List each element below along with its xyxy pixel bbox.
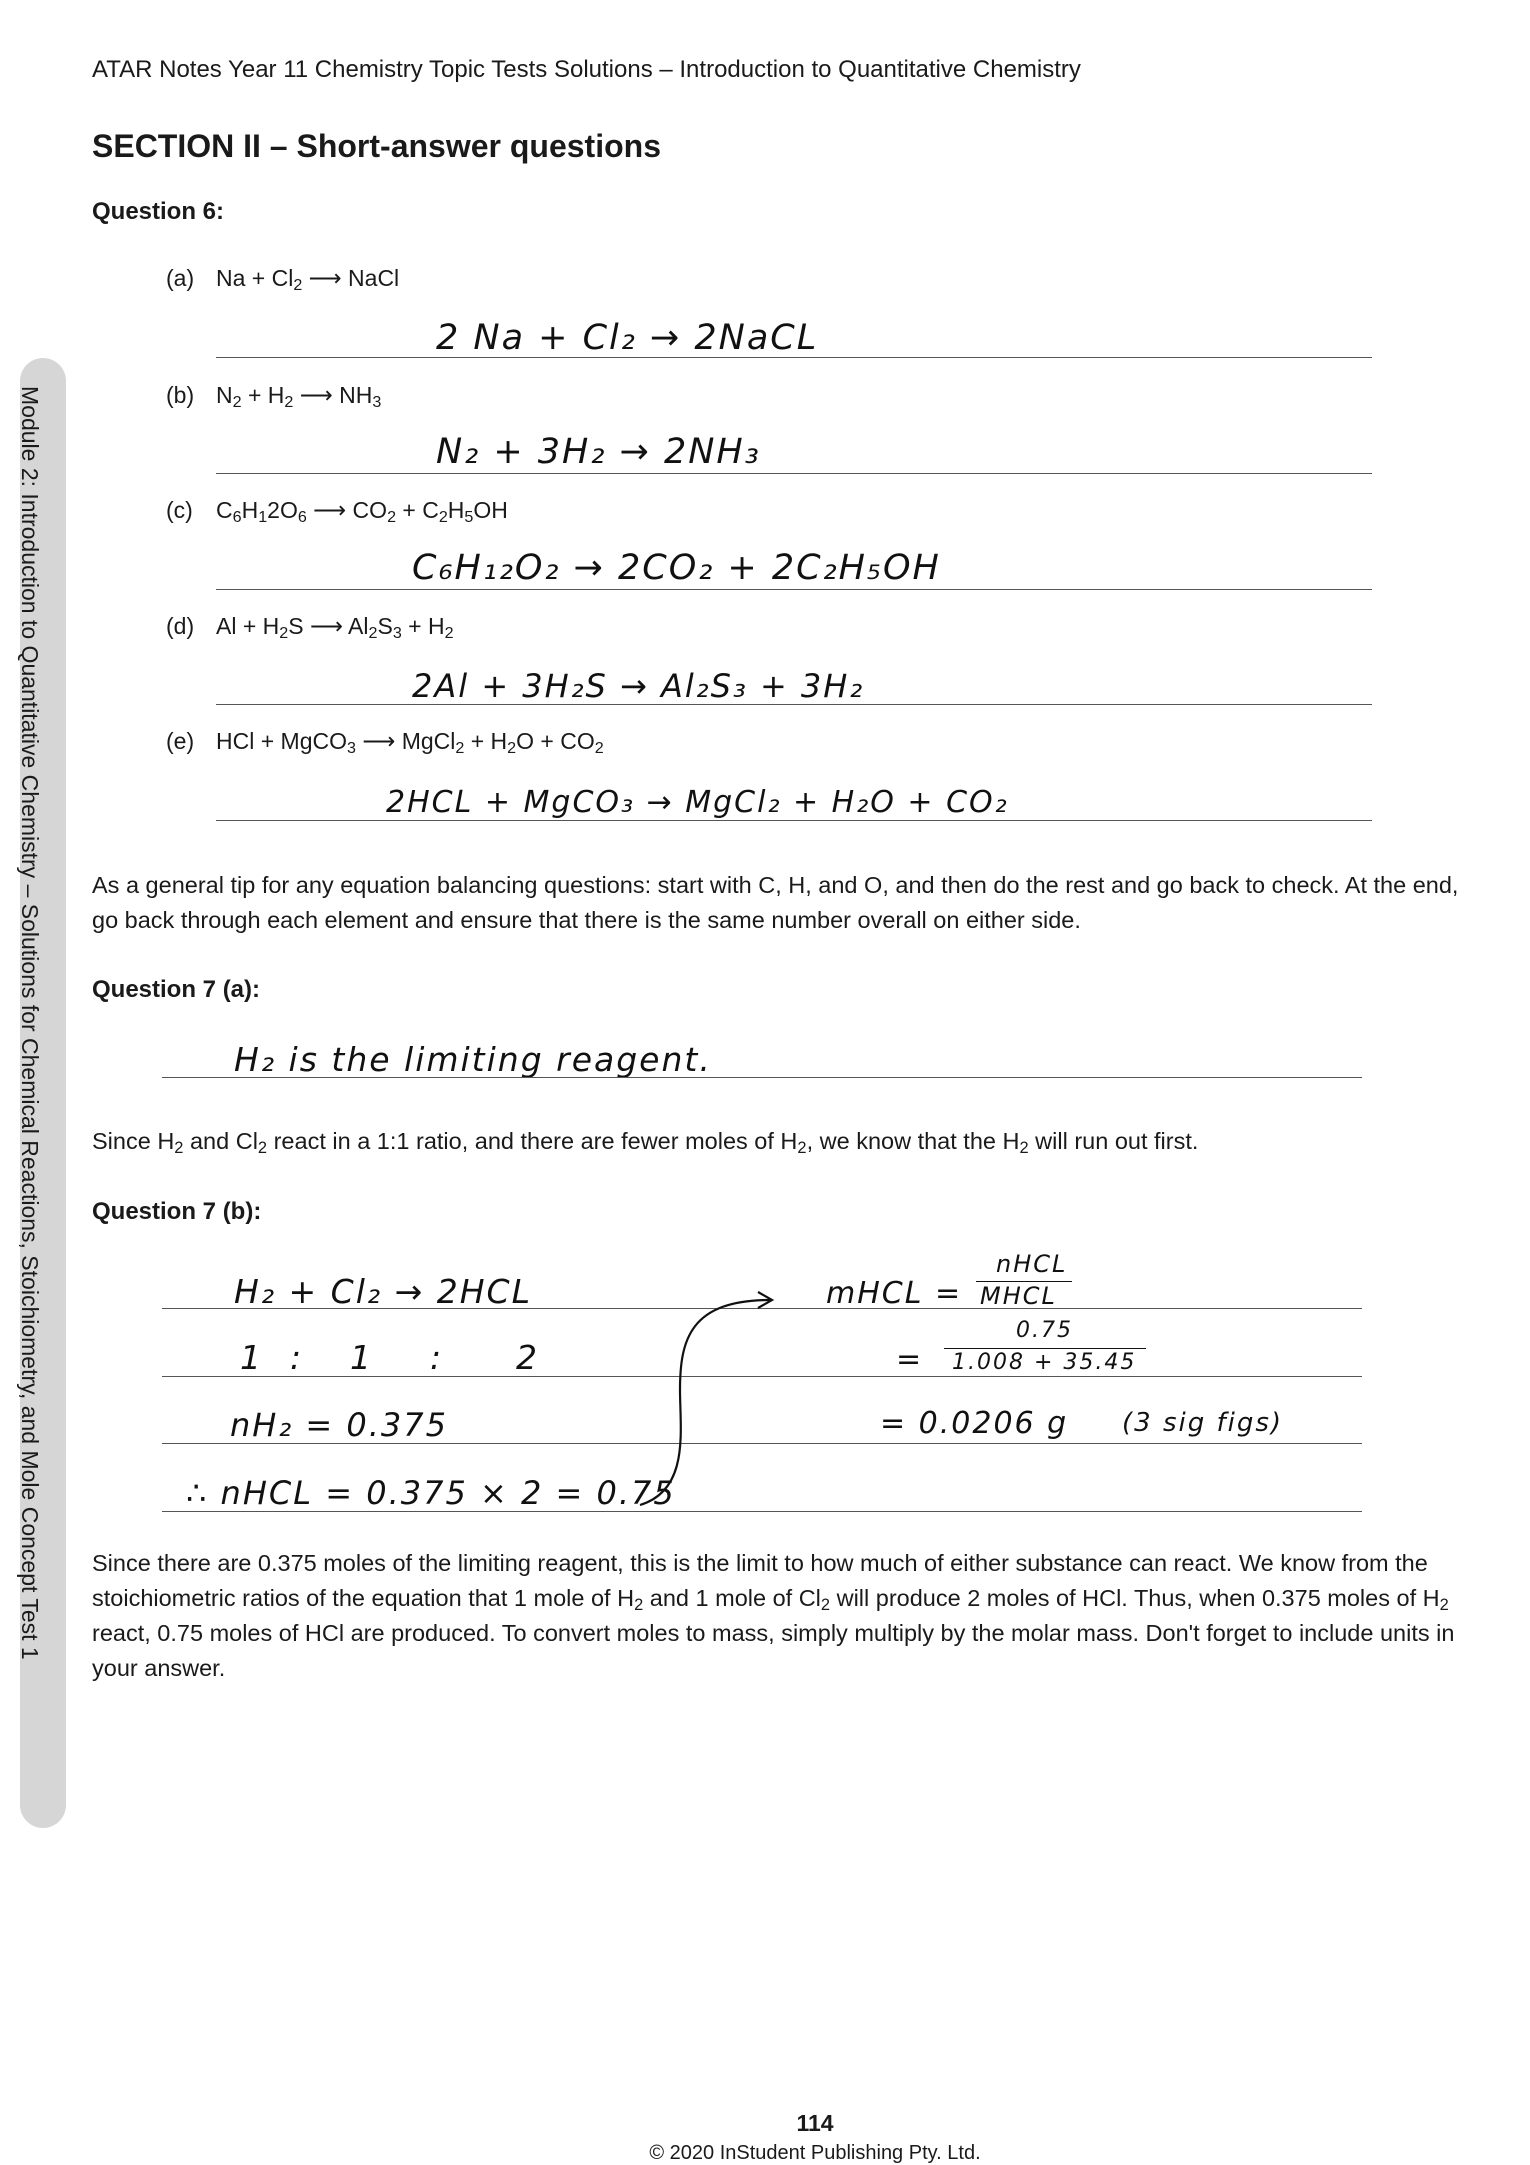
q6a-question: $Na + Cl_2$ ⟶ NaCl bbox=[216, 265, 400, 295]
q6b-answer: N₂ + 3H₂ → 2NH₃ bbox=[436, 432, 761, 472]
ratio-2: 1 bbox=[350, 1338, 373, 1377]
question-7b-heading: Question 7 (b): bbox=[92, 1198, 262, 1225]
running-header: ATAR Notes Year 11 Chemistry Topic Tests Solutions – Introduction to Quantitative Chemistry bbox=[92, 56, 1081, 83]
q6c-answer: C₆H₁₂O₂ → 2CO₂ + 2C₂H₅OH bbox=[412, 548, 941, 588]
q6e-answer: 2HCL + MgCO₃ → MgCl₂ + H₂O + CO₂ bbox=[386, 785, 1009, 820]
answer-line bbox=[216, 820, 1372, 821]
q7a-explanation: Since $H_2$ and $Cl_2$ react in a 1:1 ratio, and there are fewer moles of $H_2$, we know that the $H_2$ will run out first. bbox=[92, 1128, 1199, 1158]
answer-line bbox=[216, 473, 1372, 474]
q7b-m-lhs: mHCL = bbox=[826, 1276, 963, 1311]
q6e-label: (e) bbox=[166, 728, 195, 754]
question-7a-heading: Question 7 (a): bbox=[92, 976, 261, 1003]
answer-line bbox=[216, 704, 1372, 705]
page-number: 114 bbox=[796, 2110, 834, 2136]
q6d-answer: 2Al + 3H₂S → Al₂S₃ + 3H₂ bbox=[412, 667, 865, 705]
q6a-label: (a) bbox=[166, 265, 195, 291]
q7b-frac2-den: 1.008 + 35.45 bbox=[952, 1350, 1137, 1375]
q6a-answer: 2 Na + Cl₂ → 2NaCL bbox=[436, 318, 819, 358]
q6b-label: (b) bbox=[166, 382, 195, 408]
answer-line bbox=[162, 1077, 1362, 1078]
q7b-explanation: Since there are 0.375 moles of the limiting reagent, this is the limit to how much of either substance can react. We know from the stoichiometric ratios of the equation that 1 mole of $H_2$ and 1 mole of $Cl_2$ will produce 2 moles of HCl. Thus, when 0.375 moles of $H_2$ react, 0.75 moles of HCl are produced. To convert moles to mass, simply multiply by the molar mass. Don't forget to include units in your answer. bbox=[92, 1550, 1455, 1681]
ratio-3: 2 bbox=[516, 1338, 539, 1377]
q7b-frac1-den: MHCL bbox=[980, 1282, 1057, 1310]
q6d-question: $Al + H_2S$ ⟶ $Al_2S_3 + H_2$ bbox=[216, 613, 454, 643]
q7b-result: = 0.0206 g bbox=[880, 1406, 1069, 1441]
q7a-answer: H₂ is the limiting reagent. bbox=[234, 1040, 712, 1079]
q7b-n-h2: nH₂ = 0.375 bbox=[230, 1406, 448, 1444]
q6e-question: HCl + MgCO$_3$ ⟶ MgCl$_2$ + $H_2O + CO_2$ bbox=[216, 728, 604, 758]
section-title: SECTION II – Short-answer questions bbox=[92, 128, 661, 164]
ratio-1: 1 bbox=[240, 1338, 263, 1377]
q6c-label: (c) bbox=[166, 497, 193, 523]
ratio-sep: : bbox=[290, 1338, 304, 1377]
answer-line bbox=[216, 357, 1372, 358]
q7b-equation: H₂ + Cl₂ → 2HCL bbox=[234, 1272, 532, 1311]
ratio-sep: : bbox=[430, 1338, 444, 1377]
q7b-frac1-num: nHCL bbox=[996, 1250, 1068, 1278]
q6-tip: As a general tip for any equation balancing questions: start with C, H, and O, and then do the rest and go back to check. At the end, go back through each element and ensure that there is the same number overall on either side. bbox=[92, 872, 1459, 933]
q7b-sig-figs: (3 sig figs) bbox=[1122, 1408, 1284, 1438]
side-tab-text: Module 2: Introduction to Quantitative Chemistry – Solutions for Chemical Reactions, Stoichiometry, and Mole Concept Test 1 bbox=[17, 386, 43, 1660]
connector-arrow-icon bbox=[620, 1280, 790, 1520]
answer-line bbox=[216, 589, 1372, 590]
q7b-equals: = bbox=[896, 1342, 924, 1377]
q6d-label: (d) bbox=[166, 613, 195, 639]
q6b-question: $N_2 + H_2$ ⟶ $NH_3$ bbox=[216, 382, 382, 412]
question-6-heading: Question 6: bbox=[92, 198, 225, 225]
copyright: © 2020 InStudent Publishing Pty. Ltd. bbox=[649, 2142, 981, 2164]
q7b-n-hcl: ∴ nHCL = 0.375 × 2 = 0.75 bbox=[186, 1474, 676, 1512]
fraction-bar bbox=[944, 1348, 1146, 1349]
q7b-frac2-num: 0.75 bbox=[1016, 1318, 1073, 1343]
q6c-question: $C_6H_12O_6$ ⟶ $CO_2 + C_2H_5OH$ bbox=[216, 497, 508, 527]
